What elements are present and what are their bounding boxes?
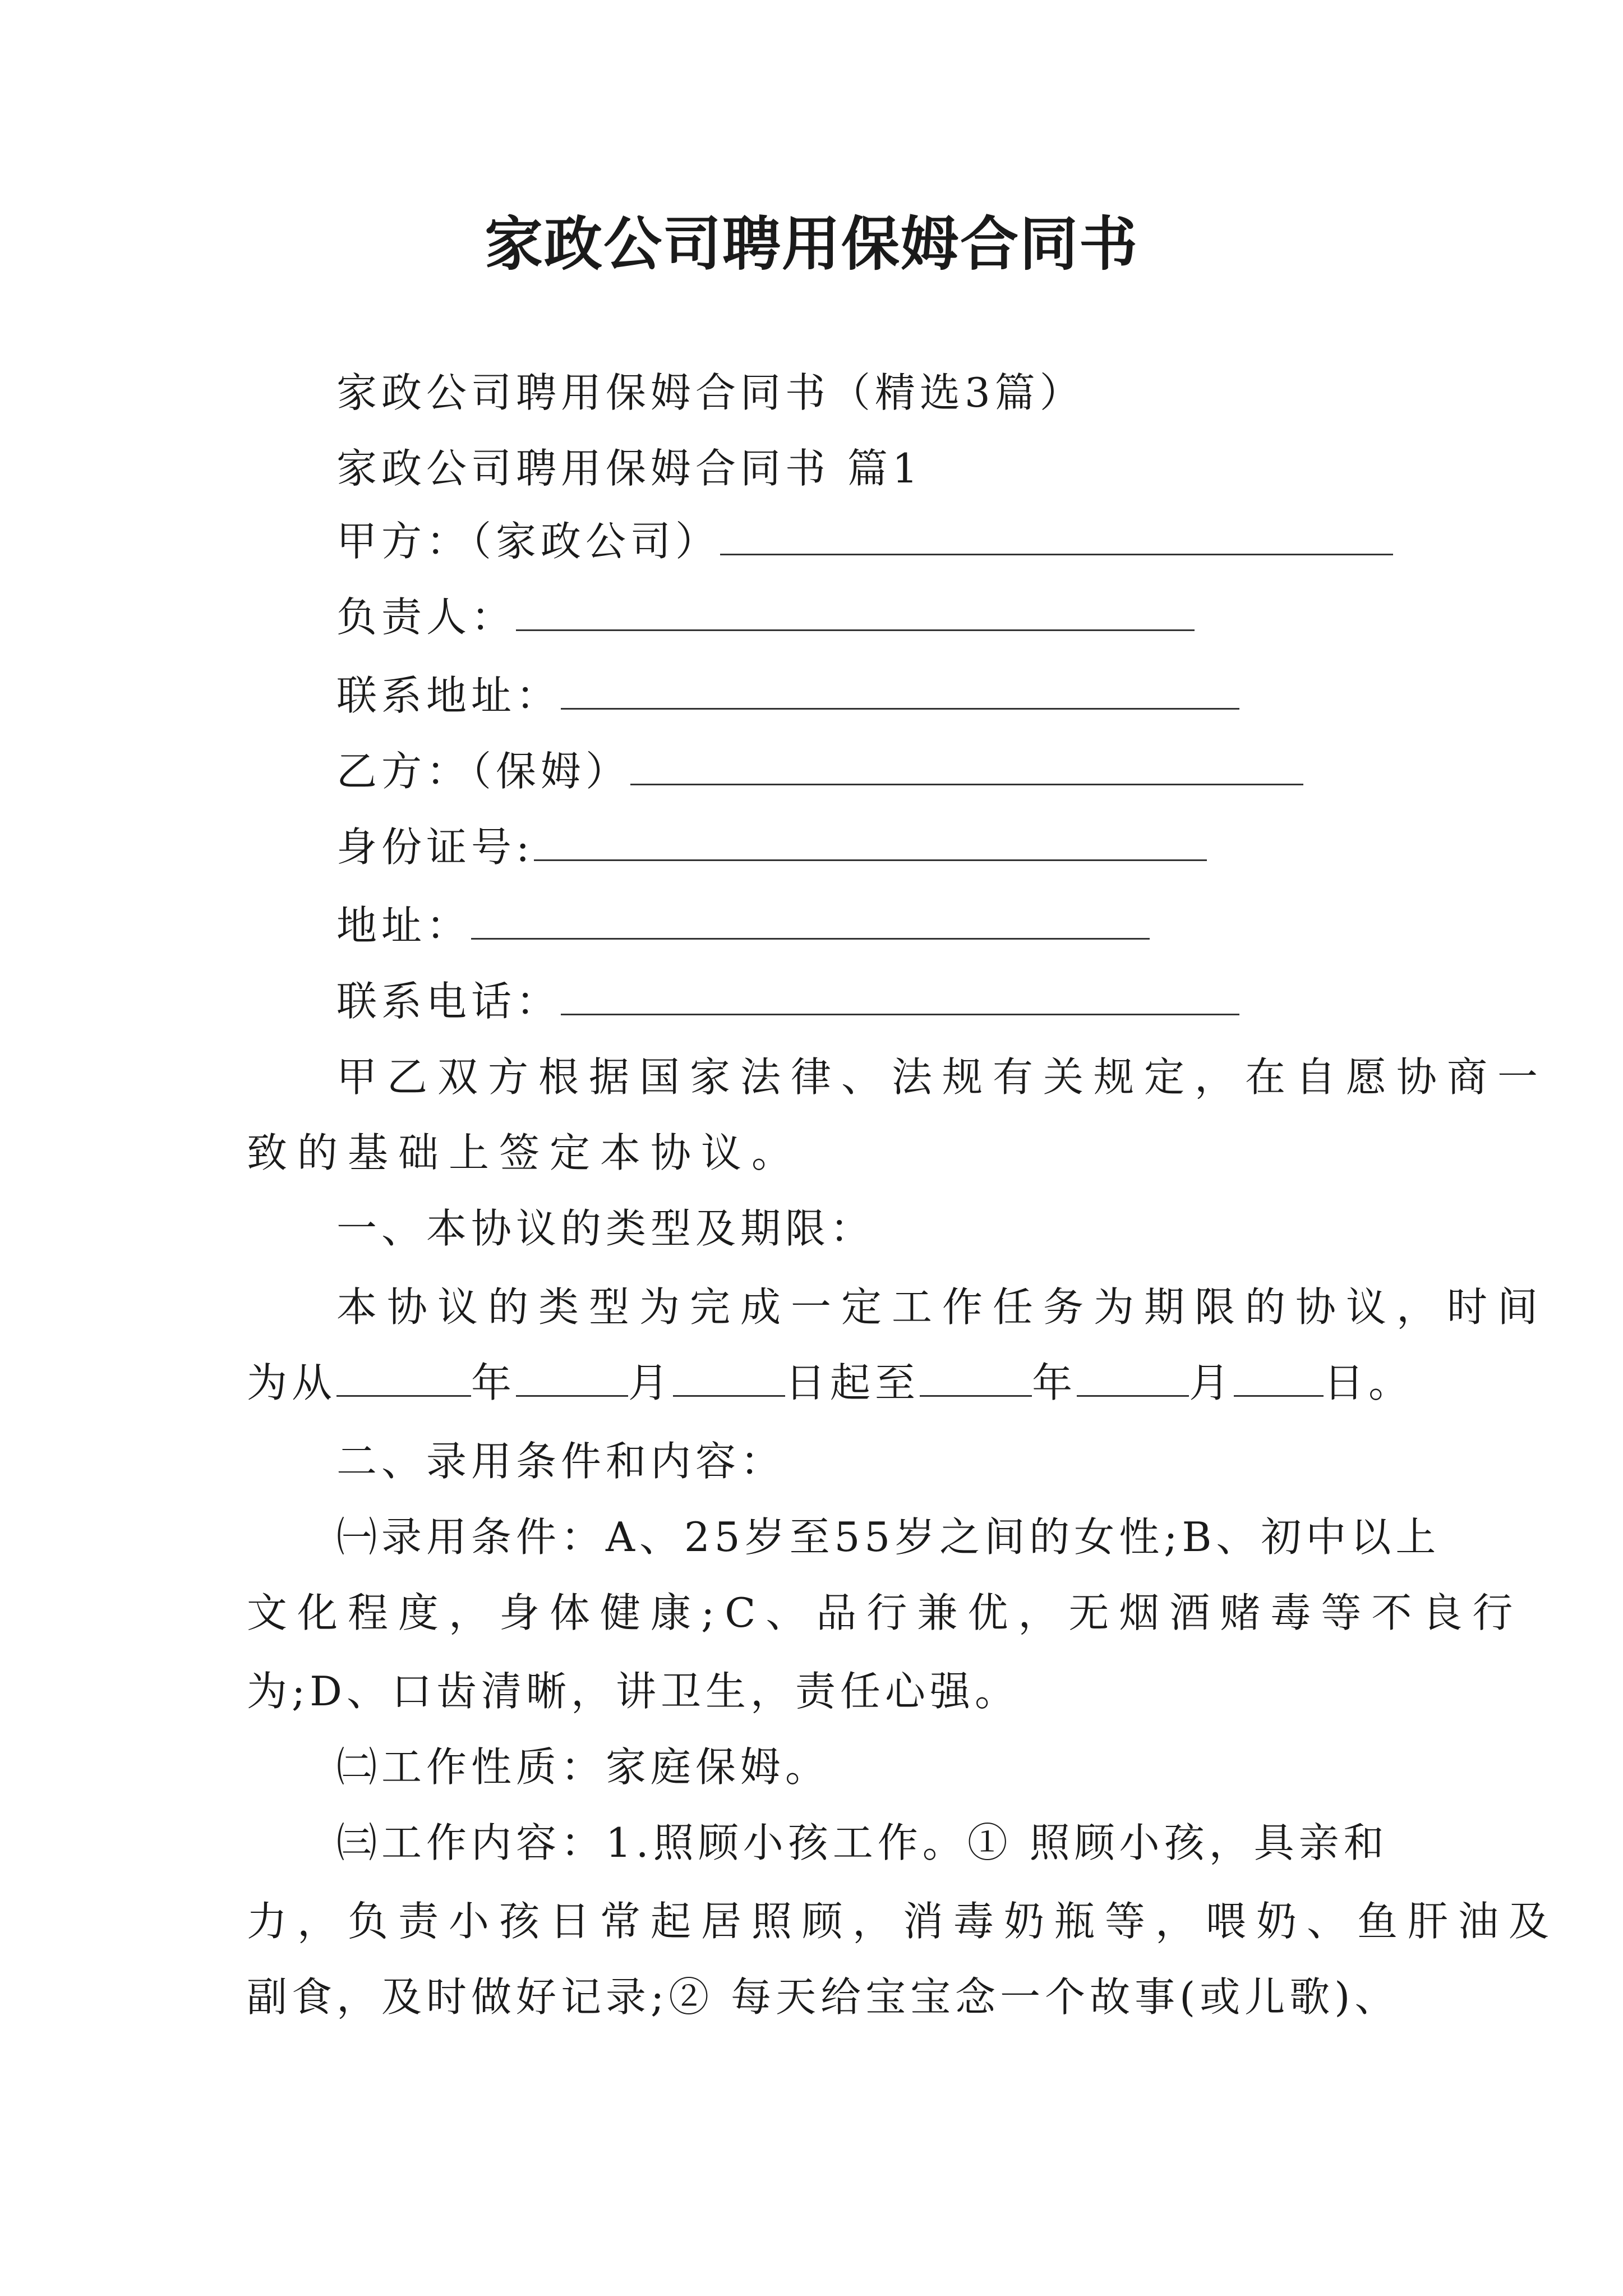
content-line-1: ㈢工作内容：1.照顾小孩工作。① 照顾小孩，具亲和	[336, 1819, 1389, 1866]
date-text-until: 日起至	[785, 1359, 920, 1406]
address-blank	[471, 898, 1150, 940]
document-title: 家政公司聘用保姆合同书	[484, 210, 1138, 278]
date-text-month: 月	[628, 1359, 674, 1406]
phone-field	[336, 973, 1402, 1029]
party-b-blank	[630, 743, 1303, 785]
responsible-field	[336, 589, 1402, 645]
subtitle: 家政公司聘用保姆合同书（精选3篇）	[336, 369, 1085, 416]
id-number-blank	[534, 819, 1207, 861]
party-a-label: 甲方：（家政公司）	[336, 518, 721, 565]
date-text-year: 年	[471, 1359, 517, 1406]
date-text-day: 日。	[1324, 1359, 1414, 1406]
section-heading: 家政公司聘用保姆合同书 篇1	[336, 445, 923, 492]
party-a-field	[336, 513, 1402, 569]
id-number-field	[336, 819, 1402, 875]
party-a-blank	[720, 513, 1393, 555]
date-blank	[920, 1355, 1032, 1397]
work-nature: ㈡工作性质：家庭保姆。	[336, 1743, 831, 1791]
contact-address-label: 联系地址：	[336, 672, 561, 719]
address-label: 地址：	[336, 902, 472, 949]
address-field	[336, 898, 1402, 954]
clause-1-date-line	[247, 1355, 1414, 1411]
id-number-label: 身份证号:	[336, 823, 534, 871]
date-blank	[673, 1355, 785, 1397]
responsible-label: 负责人：	[336, 593, 517, 641]
conditions-line-3: 为;D、口齿清晰，讲卫生，责任心强。	[247, 1668, 1020, 1715]
responsible-blank	[516, 589, 1195, 631]
conditions-line-1: ㈠录用条件：A、25岁至55岁之间的女性;B、初中以上	[336, 1513, 1441, 1561]
clause-2-heading: 二、录用条件和内容：	[336, 1438, 786, 1485]
date-blank	[336, 1355, 471, 1397]
phone-label: 联系电话：	[336, 978, 561, 1025]
content-line-2: 力，负责小孩日常起居照顾，消毒奶瓶等，喂奶、鱼肝油及	[247, 1898, 1560, 1945]
conditions-line-2: 文化程度，身体健康;C、品行兼优，无烟酒赌毒等不良行	[247, 1589, 1523, 1636]
intro-line-2: 致的基础上签定本协议。	[247, 1129, 803, 1176]
date-text-year: 年	[1032, 1359, 1077, 1406]
party-b-field	[336, 743, 1402, 799]
date-blank	[1077, 1355, 1189, 1397]
intro-line-1: 甲乙双方根据国家法律、法规有关规定，在自愿协商一	[336, 1053, 1548, 1101]
date-text-month: 月	[1189, 1359, 1234, 1406]
clause-1-heading: 一、本协议的类型及期限：	[336, 1205, 875, 1252]
date-blank	[1234, 1355, 1324, 1397]
contact-address-blank	[561, 668, 1239, 710]
phone-blank	[561, 973, 1239, 1015]
clause-1-line-1: 本协议的类型为完成一定工作任务为期限的协议，时间	[336, 1283, 1548, 1331]
contact-address-field	[336, 668, 1402, 724]
party-b-label: 乙方：（保姆）	[336, 748, 631, 795]
date-blank	[516, 1355, 628, 1397]
date-text-from: 为从	[247, 1359, 337, 1406]
content-line-3: 副食，及时做好记录;② 每天给宝宝念一个故事(或儿歌)、	[247, 1973, 1400, 2021]
